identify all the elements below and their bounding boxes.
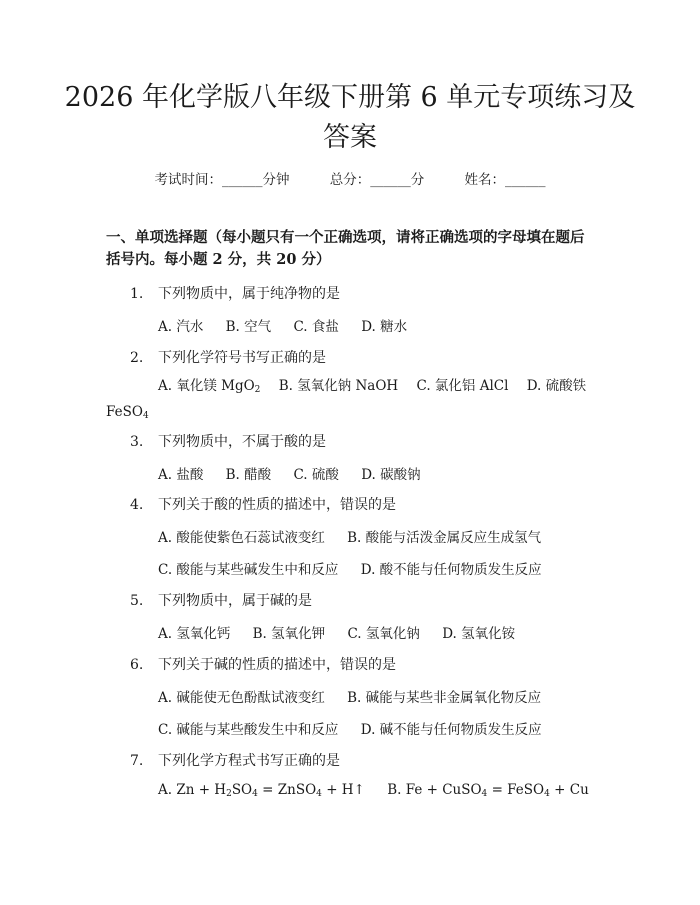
question-text: 下列关于酸的性质的描述中，错误的是 — [158, 497, 396, 513]
question-number: 7. — [130, 753, 144, 769]
option-a: A. 盐酸 — [158, 467, 204, 483]
question-5 — [130, 590, 600, 610]
option-a: A. 氢氧化钙 — [158, 626, 231, 642]
option-a: A. 碱能使无色酚酞试液变红 — [158, 690, 325, 706]
option-b: B. 酸能与活泼金属反应生成氢气 — [347, 530, 542, 546]
question-text: 下列化学方程式书写正确的是 — [158, 753, 340, 769]
option-c: C. 氢氧化钠 — [347, 626, 420, 642]
option-a: A. $Zn + H_2SO_4$ = ZnSO$_4$ + H↑ — [158, 782, 365, 799]
option-a: A. 氧化镁 MgO$_2$ — [158, 378, 261, 395]
question-2-options — [106, 375, 596, 427]
option-c: C. 碱能与某些酸发生中和反应 — [158, 722, 339, 738]
document-title: 2026 年化学版八年级下册第 6 单元专项练习及答案 — [64, 82, 636, 153]
question-1-options — [158, 315, 598, 335]
option-d: D. 氢氧化铵 — [442, 626, 516, 642]
student-name-field: 姓名：______ — [464, 172, 546, 188]
question-number: 1. — [130, 286, 144, 302]
question-text: 下列关于碱的性质的描述中，错误的是 — [158, 657, 396, 673]
option-c: C. 硫酸 — [293, 467, 339, 483]
option-c: C. 氯化铝 AlCl — [416, 378, 509, 394]
option-c: C. 食盐 — [293, 319, 339, 335]
option-d: D. 硫酸铁 FeSO$_4$ — [106, 378, 587, 421]
question-text: 下列物质中，属于碱的是 — [158, 593, 312, 609]
question-number: 6. — [130, 657, 144, 673]
question-4-options-row2 — [158, 558, 598, 578]
exam-info-line — [0, 168, 700, 188]
option-a: A. 酸能使紫色石蕊试液变红 — [158, 530, 325, 546]
question-3 — [130, 431, 600, 451]
question-text: 下列化学符号书写正确的是 — [158, 350, 326, 366]
question-1 — [130, 283, 600, 303]
question-4-options-row1 — [158, 526, 598, 546]
question-number: 5. — [130, 593, 144, 609]
question-number: 3. — [130, 434, 144, 450]
option-b: B. 氢氧化钾 — [252, 626, 326, 642]
option-a: A. 汽水 — [158, 319, 204, 335]
question-6-options-row2 — [158, 718, 598, 738]
option-b: B. 氢氧化钠 NaOH — [278, 378, 399, 394]
option-b: B. 碱能与某些非金属氧化物反应 — [347, 690, 542, 706]
question-6-options-row1 — [158, 686, 598, 706]
option-d: D. 碱不能与任何物质发生反应 — [360, 722, 542, 738]
question-number: 4. — [130, 497, 144, 513]
question-number: 2. — [130, 350, 144, 366]
option-d: D. 酸不能与任何物质发生反应 — [360, 562, 542, 578]
question-7-options — [158, 782, 598, 799]
option-d: D. 糖水 — [361, 319, 408, 335]
exam-time-field: 考试时间：______分钟 — [154, 172, 290, 188]
question-2 — [130, 347, 600, 367]
question-4 — [130, 494, 600, 514]
question-7 — [130, 750, 600, 770]
question-6 — [130, 654, 600, 674]
option-b: B. Fe + CuSO$_4$ = FeSO$_4$ + Cu — [387, 782, 589, 799]
question-3-options — [158, 463, 598, 483]
question-5-options — [158, 622, 598, 642]
question-text: 下列物质中，属于纯净物的是 — [158, 286, 340, 302]
section-heading: 一、单项选择题（每小题只有一个正确选项，请将正确选项的字母填在题后括号内。每小题 2 分，共 20 分） — [106, 229, 585, 268]
question-text: 下列物质中，不属于酸的是 — [158, 434, 326, 450]
total-score-field: 总分：______分 — [329, 172, 425, 188]
option-d: D. 碳酸钠 — [361, 467, 421, 483]
option-b: B. 空气 — [225, 319, 272, 335]
option-c: C. 酸能与某些碱发生中和反应 — [158, 562, 339, 578]
option-b: B. 醋酸 — [225, 467, 272, 483]
